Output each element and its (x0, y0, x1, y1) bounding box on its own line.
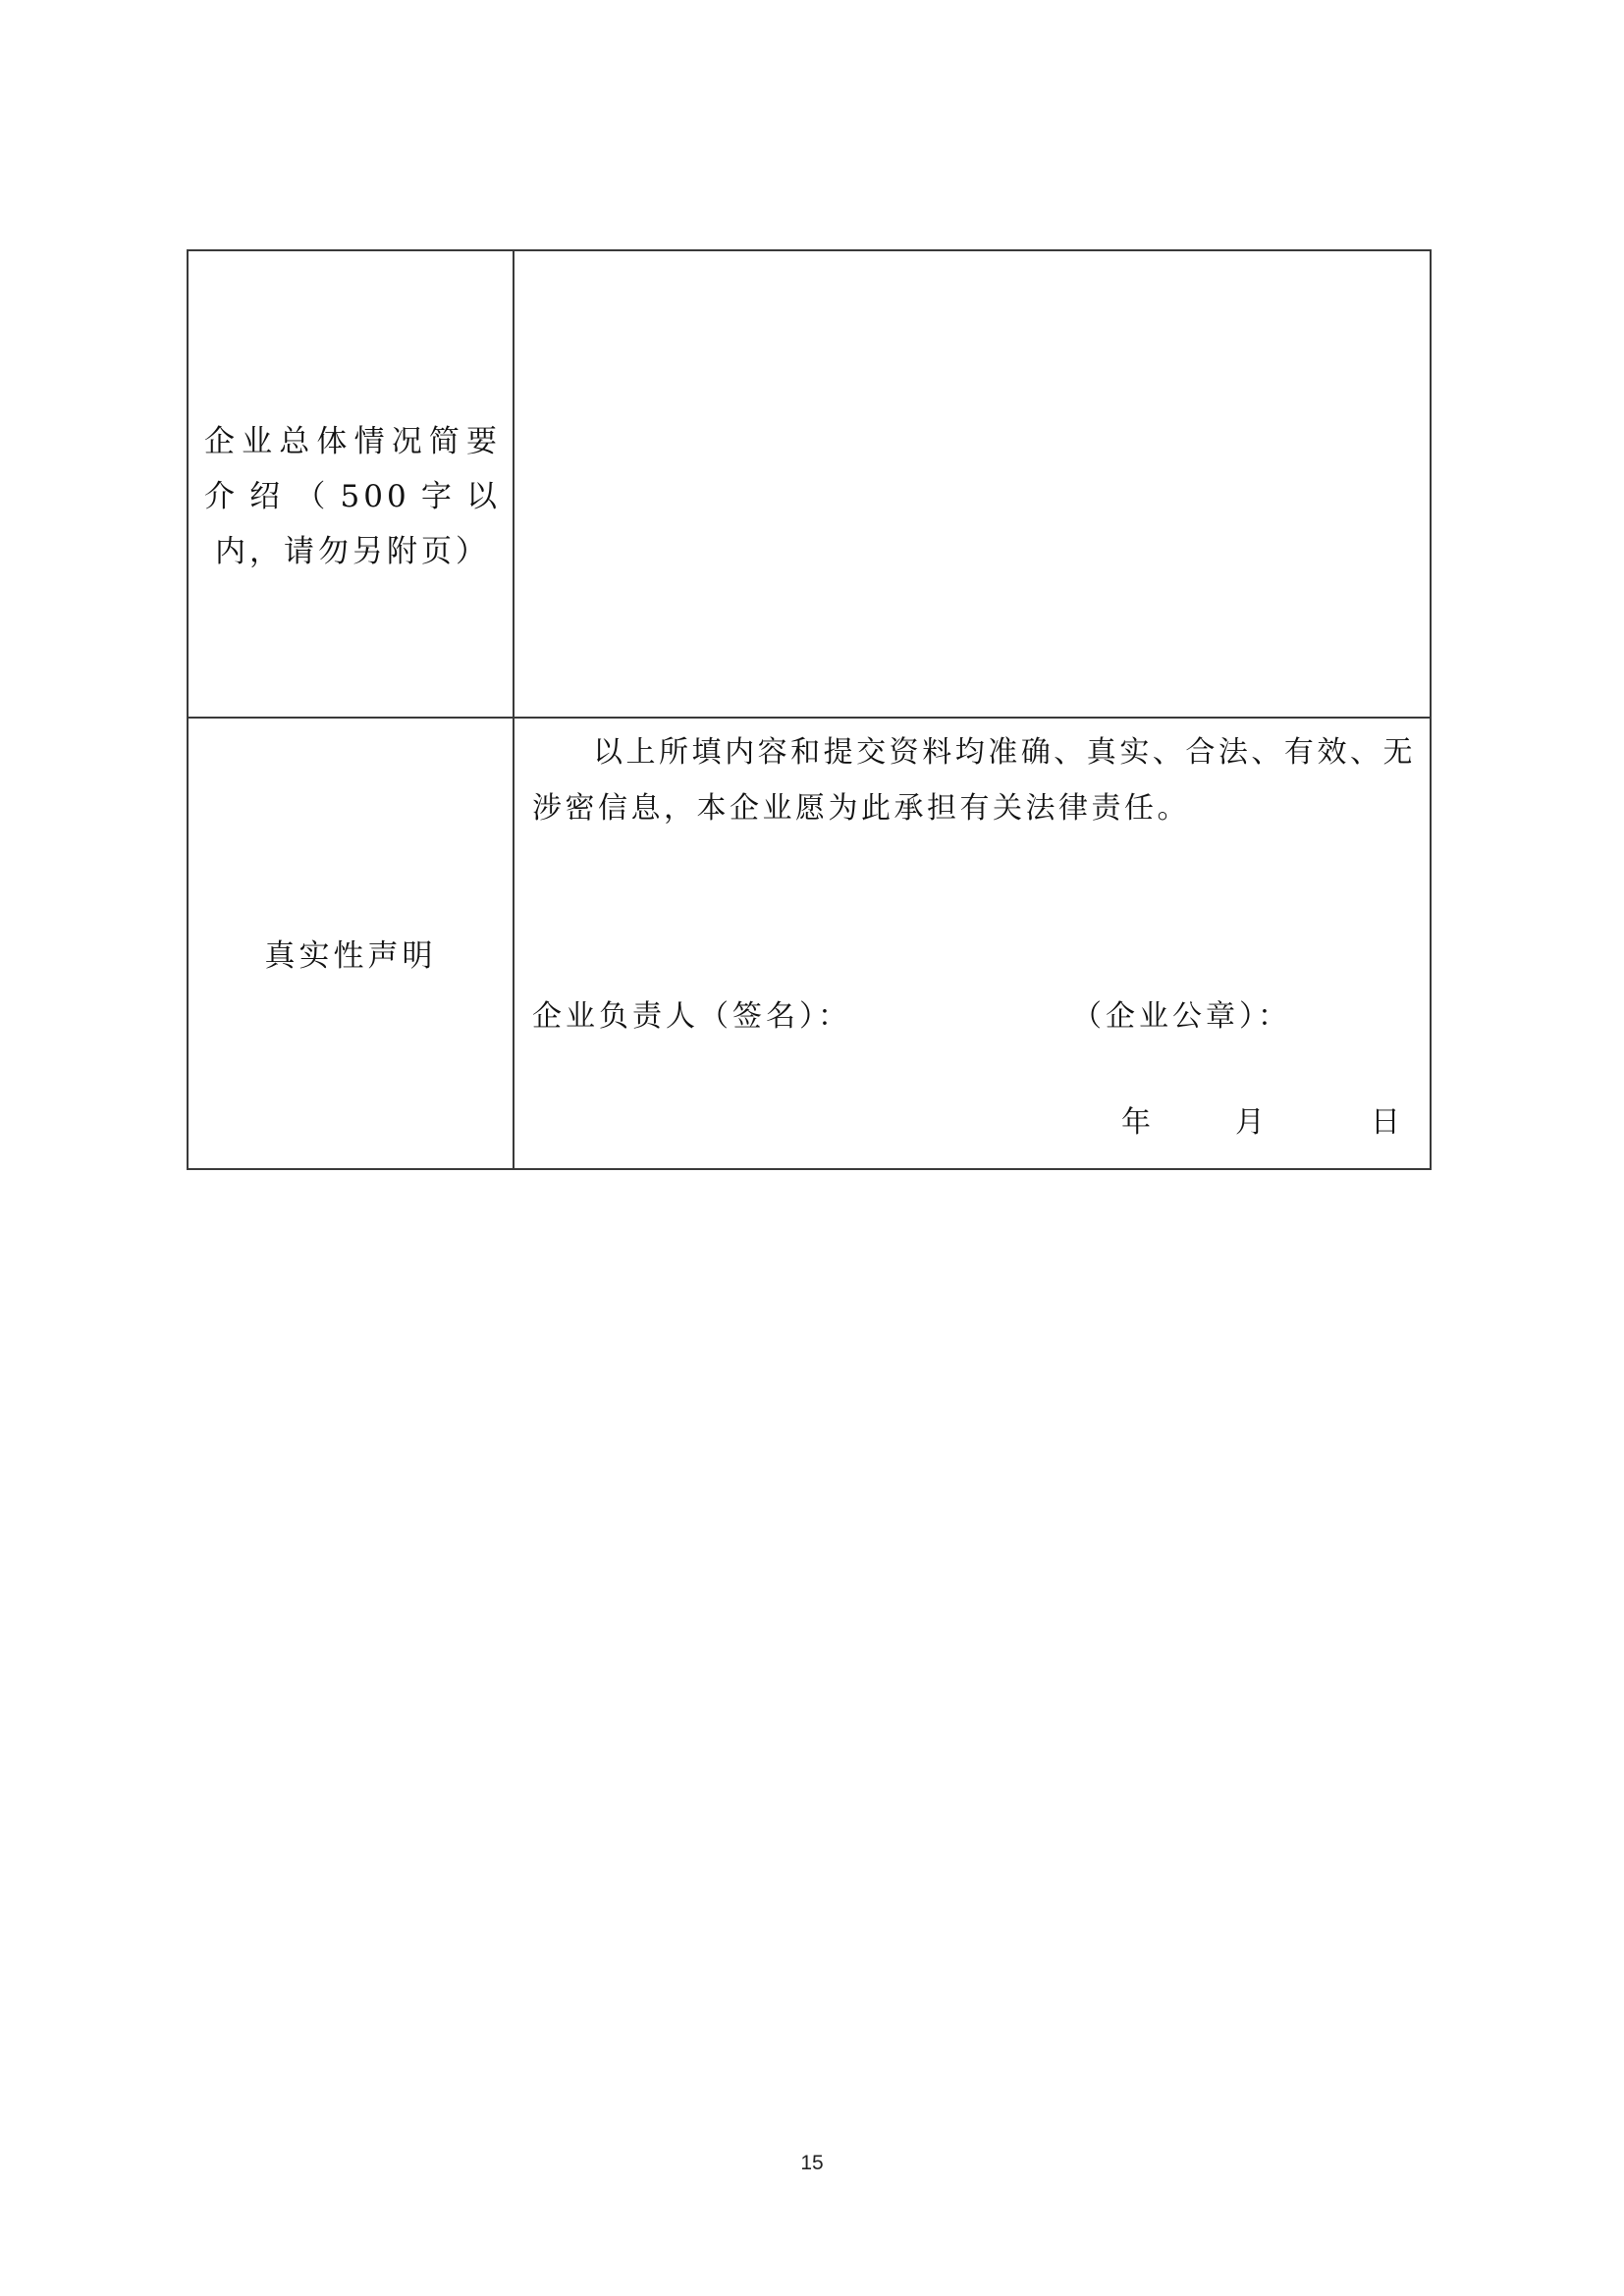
date-month-label: 月 (1235, 1105, 1265, 1140)
intro-label-cell (188, 250, 514, 718)
signature-label: 企业负责人（签名）： (532, 999, 851, 1034)
declaration-label-cell (188, 718, 514, 1169)
declaration-value-cell (514, 718, 1431, 1169)
enterprise-form-table (187, 249, 1432, 1170)
intro-label: 企业总体情况简要介绍（500字以内，请勿另附页） (204, 424, 501, 569)
declaration-row (188, 718, 1431, 1169)
declaration-text: 以上所填内容和提交资料均准确、真实、合法、有效、无涉密信息，本企业愿为此承担有关法律责任。 (532, 735, 1416, 826)
declaration-label: 真实性声明 (264, 938, 437, 974)
intro-row (188, 250, 1431, 718)
date-day-label: 日 (1371, 1105, 1400, 1140)
seal-label: （企业公章）： (1072, 999, 1291, 1034)
intro-value-field[interactable] (514, 250, 1431, 718)
page-number: 15 (800, 2152, 824, 2174)
date-year-label: 年 (1121, 1105, 1151, 1140)
